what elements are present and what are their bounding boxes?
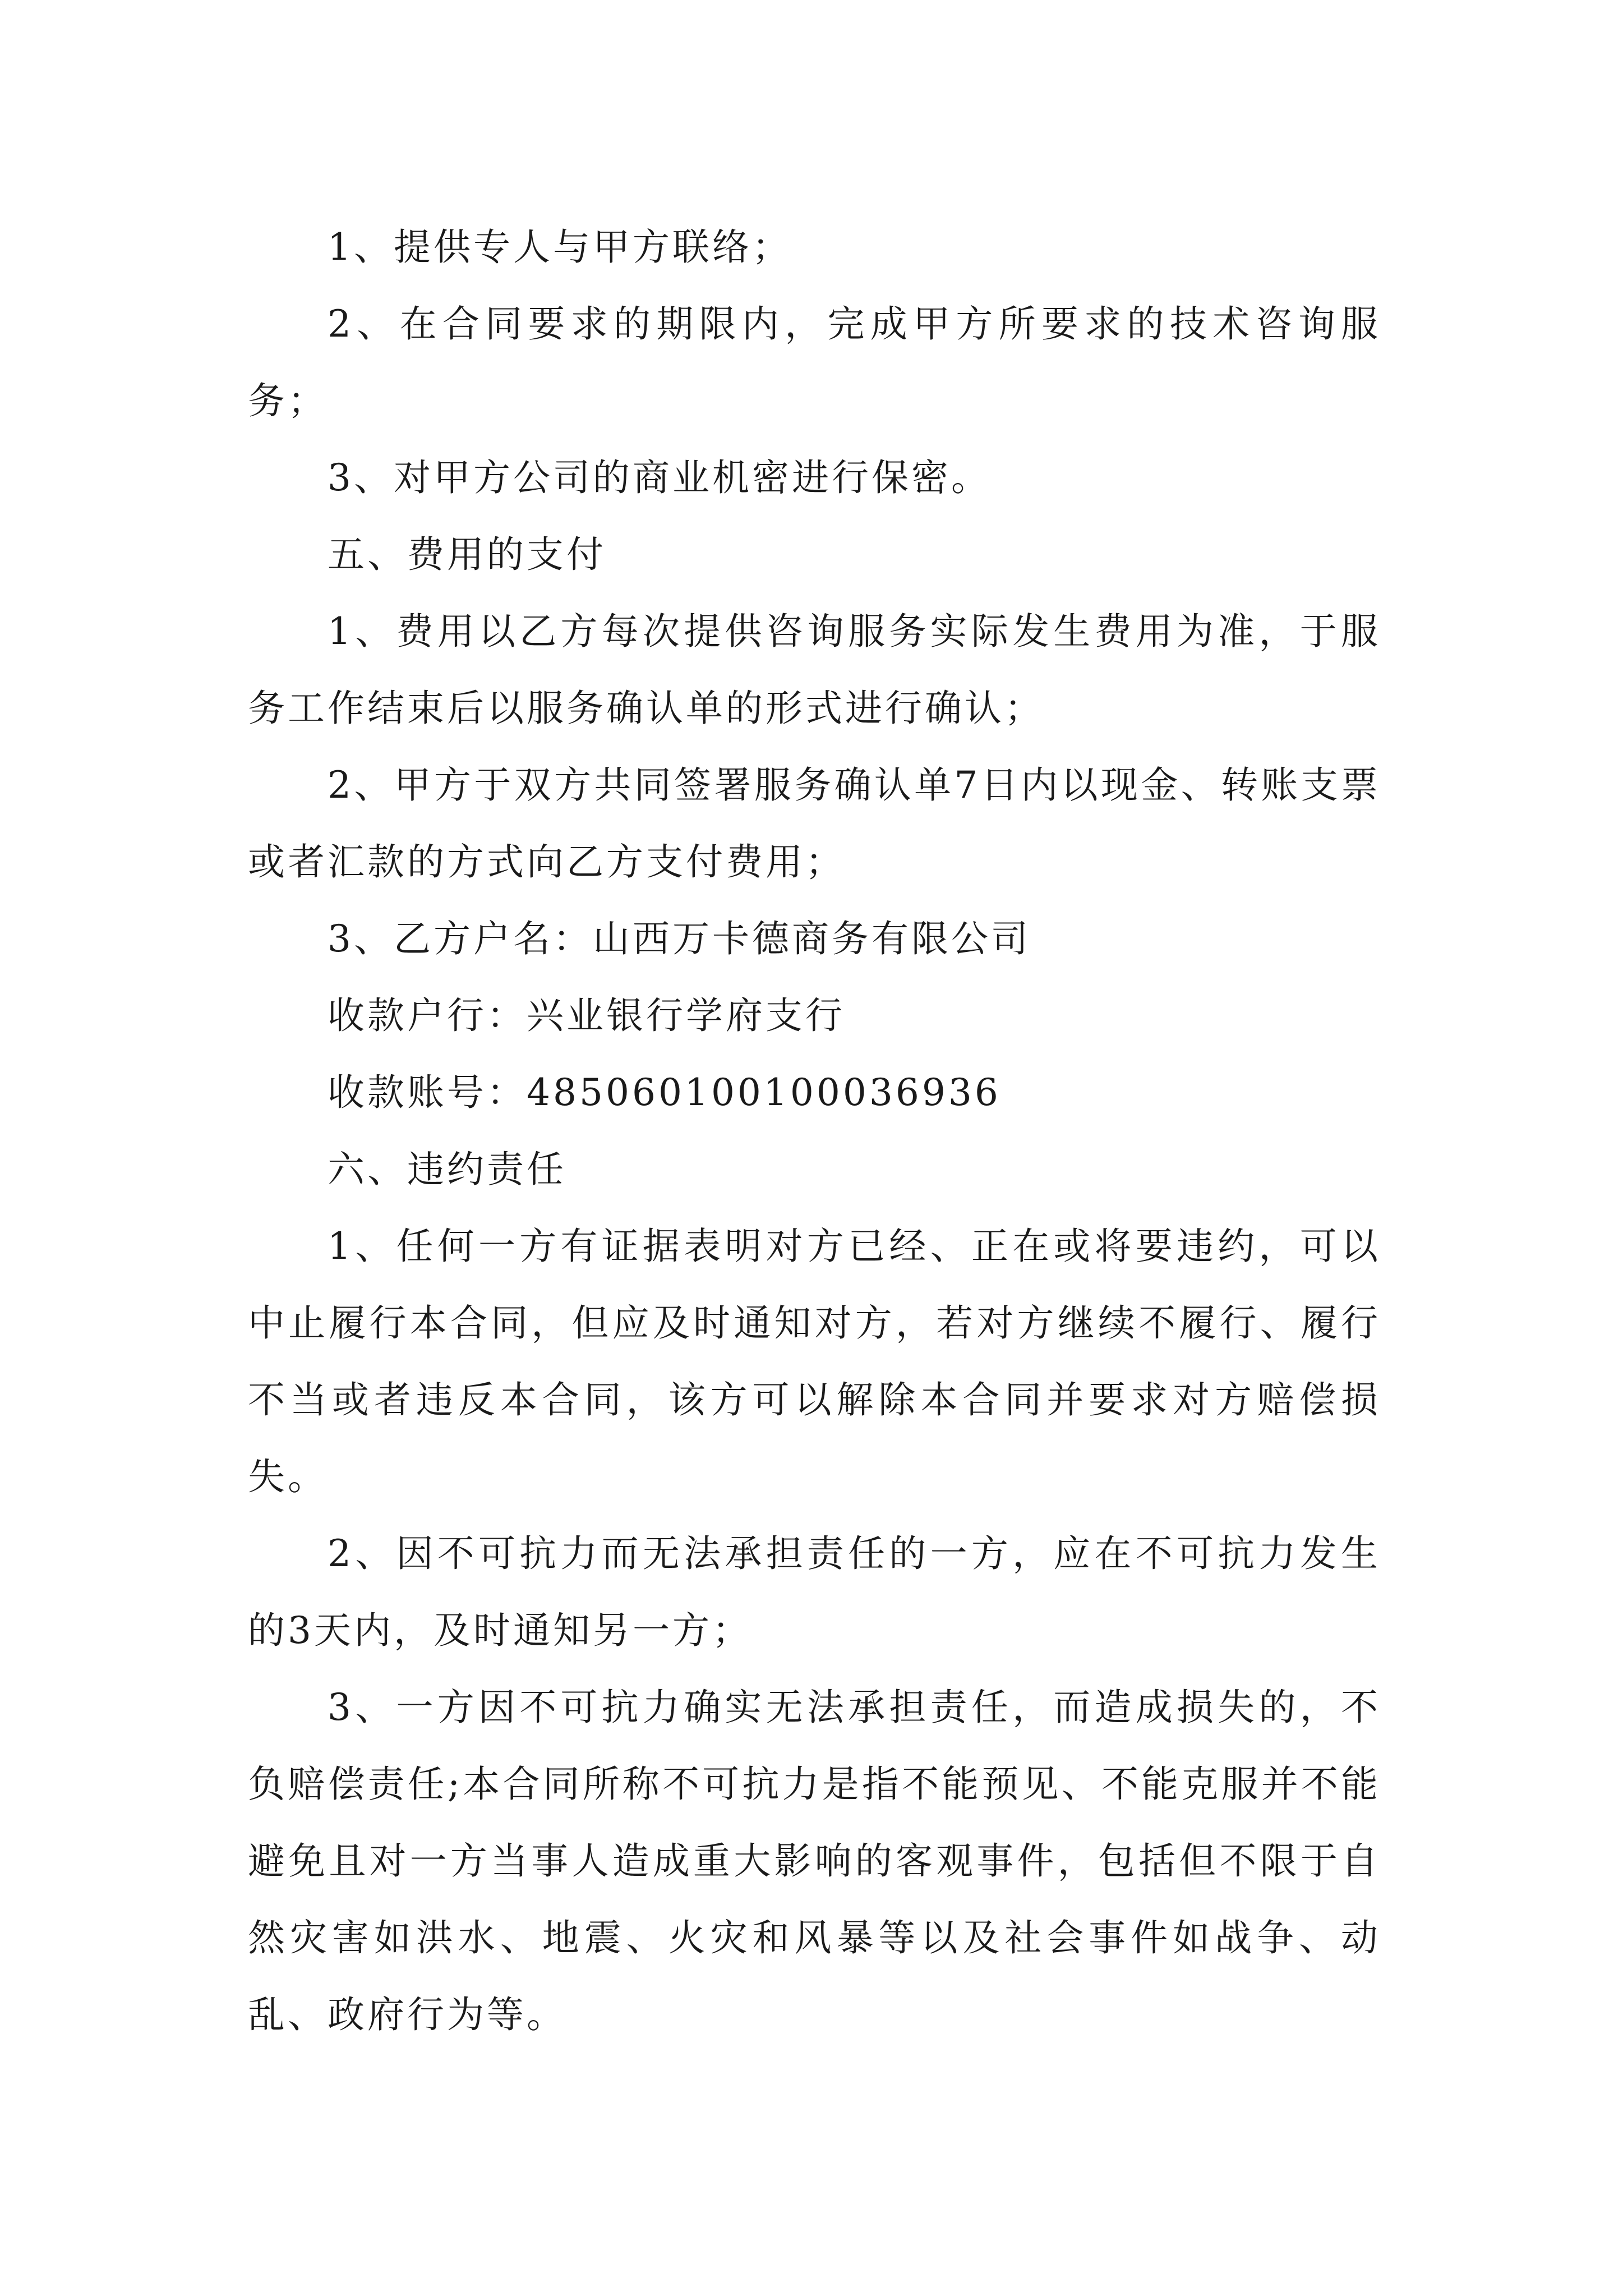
- paragraph-account-name: 3、乙方户名：山西万卡德商务有限公司: [328, 917, 1031, 960]
- paragraph-confidentiality: 3、对甲方公司的商业机密进行保密。: [328, 456, 991, 499]
- paragraph-payment-method: 2、甲方于双方共同签署服务确认单7日内以现金、转账支票或者汇款的方式向乙方支付费用；: [248, 763, 1381, 884]
- paragraph-bank: 收款户行：兴业银行学府支行: [328, 994, 845, 1037]
- contract-body: [248, 209, 1381, 2053]
- paragraph-account-number: 收款账号：485060100100036936: [328, 1071, 1001, 1114]
- section-heading-liability: 六、违约责任: [328, 1148, 566, 1191]
- paragraph-force-majeure-definition: 3、一方因不可抗力确实无法承担责任，而造成损失的，不负赔偿责任;本合同所称不可抗力是指不能预见、不能克服并不能避免且对一方当事人造成重大影响的客观事件，包括但不限于自然灾害如洪水、地震、火灾和风暴等以及社会事件如战争、动乱、政府行为等。: [248, 1686, 1381, 2036]
- paragraph-fee-basis: 1、费用以乙方每次提供咨询服务实际发生费用为准，于服务工作结束后以服务确认单的形式进行确认；: [248, 610, 1381, 730]
- section-heading-payment: 五、费用的支付: [328, 533, 606, 576]
- paragraph-breach: 1、任何一方有证据表明对方已经、正在或将要违约，可以中止履行本合同，但应及时通知对方，若对方继续不履行、履行不当或者违反本合同，该方可以解除本合同并要求对方赔偿损失。: [248, 1225, 1381, 1498]
- paragraph-complete-service: 2、在合同要求的期限内，完成甲方所要求的技术咨询服务；: [248, 302, 1381, 422]
- paragraph-force-majeure-notice: 2、因不可抗力而无法承担责任的一方，应在不可抗力发生的3天内，及时通知另一方；: [248, 1532, 1381, 1652]
- paragraph-contact: 1、提供专人与甲方联络；: [328, 226, 792, 269]
